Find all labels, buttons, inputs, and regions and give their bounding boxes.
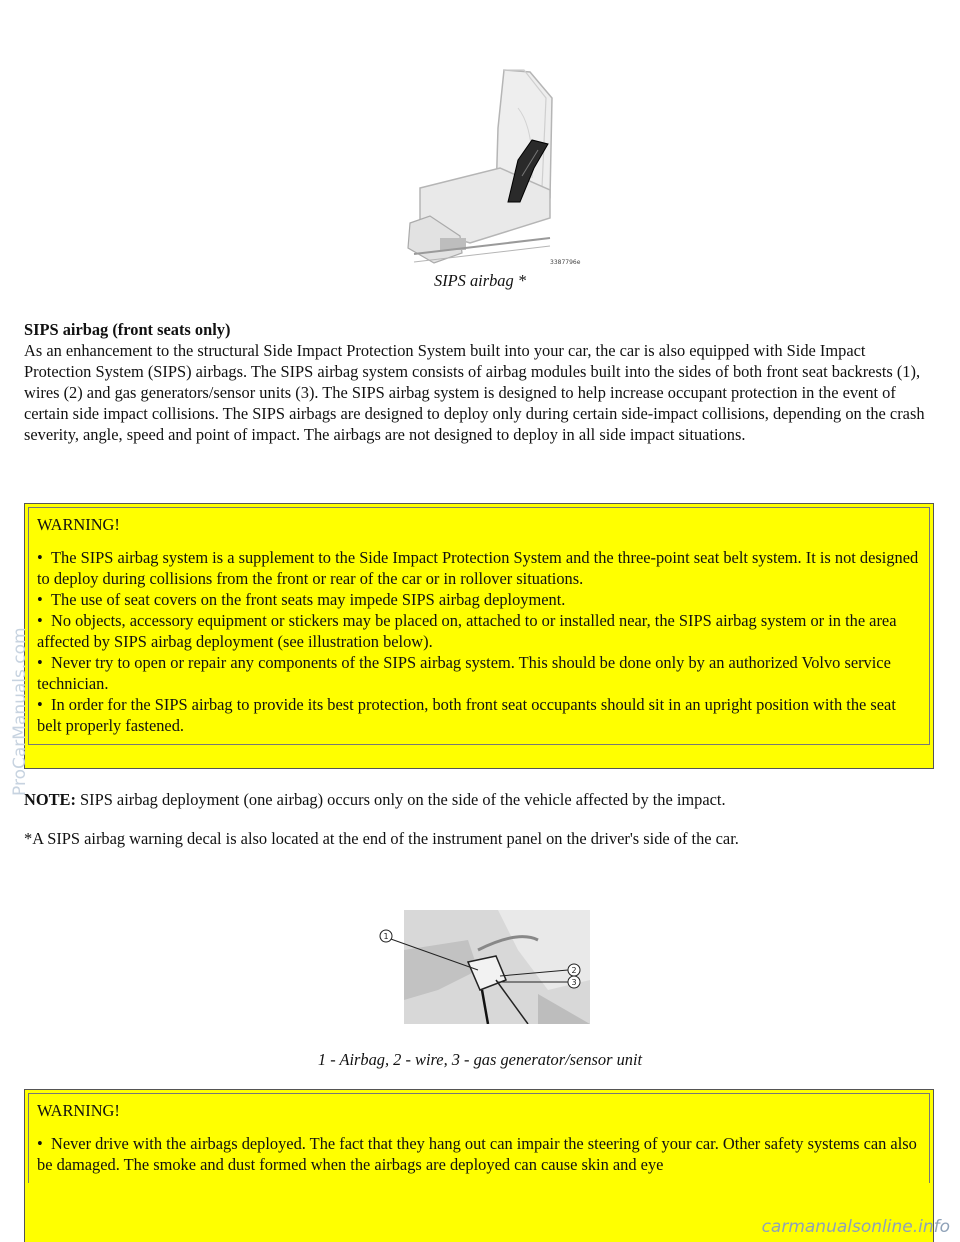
bullet-icon: •: [37, 590, 43, 609]
seat-airbag-illustration: [400, 68, 590, 270]
decal-note: *A SIPS airbag warning decal is also located at the end of the instrument panel on the driver's side of the car.: [24, 829, 739, 848]
warning-item: • The use of seat covers on the front seats may impede SIPS airbag deployment.: [37, 590, 566, 609]
bottom-watermark: carmanualsonline.info: [761, 1217, 950, 1237]
bullet-icon: •: [37, 548, 43, 567]
callout-3: 3: [571, 978, 577, 987]
warning-title: WARNING!: [37, 515, 120, 534]
sips-section: [24, 319, 934, 445]
bullet-icon: •: [37, 695, 43, 714]
note-paragraph: [24, 789, 934, 810]
warning-item: • Never try to open or repair any components of the SIPS airbag system. This should be done only by an authorized Volvo service technician.: [37, 653, 891, 693]
warning-title: WARNING!: [37, 1101, 120, 1120]
bullet-icon: •: [37, 653, 43, 672]
section-heading: SIPS airbag (front seats only): [24, 320, 231, 339]
warning-item: • No objects, accessory equipment or stickers may be placed on, attached to or installed near, the SIPS airbag system or in the area affected by SIPS airbag deployment (see illustration below).: [37, 611, 897, 651]
note-text: SIPS airbag deployment (one airbag) occurs only on the side of the vehicle affected by the impact.: [75, 790, 726, 809]
airbag-components-diagram: [378, 910, 590, 1024]
bullet-icon: •: [37, 611, 43, 630]
section-body: As an enhancement to the structural Side Impact Protection System built into your car, the car is also equipped with Side Impact Protection System (SIPS) airbags. The SIPS airbag system consists of airbag modules built into the sides of both front seat backrests (1), wires (2) and gas generators/sensor units (3). The SIPS airbag system is designed to help increase occupant protection in the event of certain side impact collisions. The SIPS airbags are designed to deploy only during certain side-impact collisions, depending on the crash severity, angle, speed and point of impact. The airbags are not designed to deploy in all side impact situations.: [24, 341, 925, 444]
figure-code: 3387796e: [550, 259, 581, 266]
figure-caption-sips: SIPS airbag *: [434, 271, 526, 290]
callout-2: 2: [571, 966, 577, 975]
warning-item: • The SIPS airbag system is a supplement to the Side Impact Protection System and the three-point seat belt system. It is not designed to deploy during collisions from the front or rear of the car or in rollover situations.: [37, 548, 919, 588]
figure-caption-components: 1 - Airbag, 2 - wire, 3 - gas generator/sensor unit: [317, 1050, 643, 1069]
warning-item: • In order for the SIPS airbag to provide its best protection, both front seat occupants should sit in an upright position with the seat belt properly fastened.: [37, 695, 896, 735]
warning-box-1: [24, 503, 934, 769]
bullet-icon: •: [37, 1134, 43, 1153]
side-watermark: ProCarManuals.com: [10, 627, 30, 796]
note-label: NOTE:: [24, 790, 76, 809]
warning-item: • Never drive with the airbags deployed. The fact that they hang out can impair the steering of your car. Other safety systems can also be damaged. The smoke and dust formed when the airbags are deployed can cause skin and eye: [37, 1134, 917, 1174]
callout-1: 1: [383, 932, 389, 941]
